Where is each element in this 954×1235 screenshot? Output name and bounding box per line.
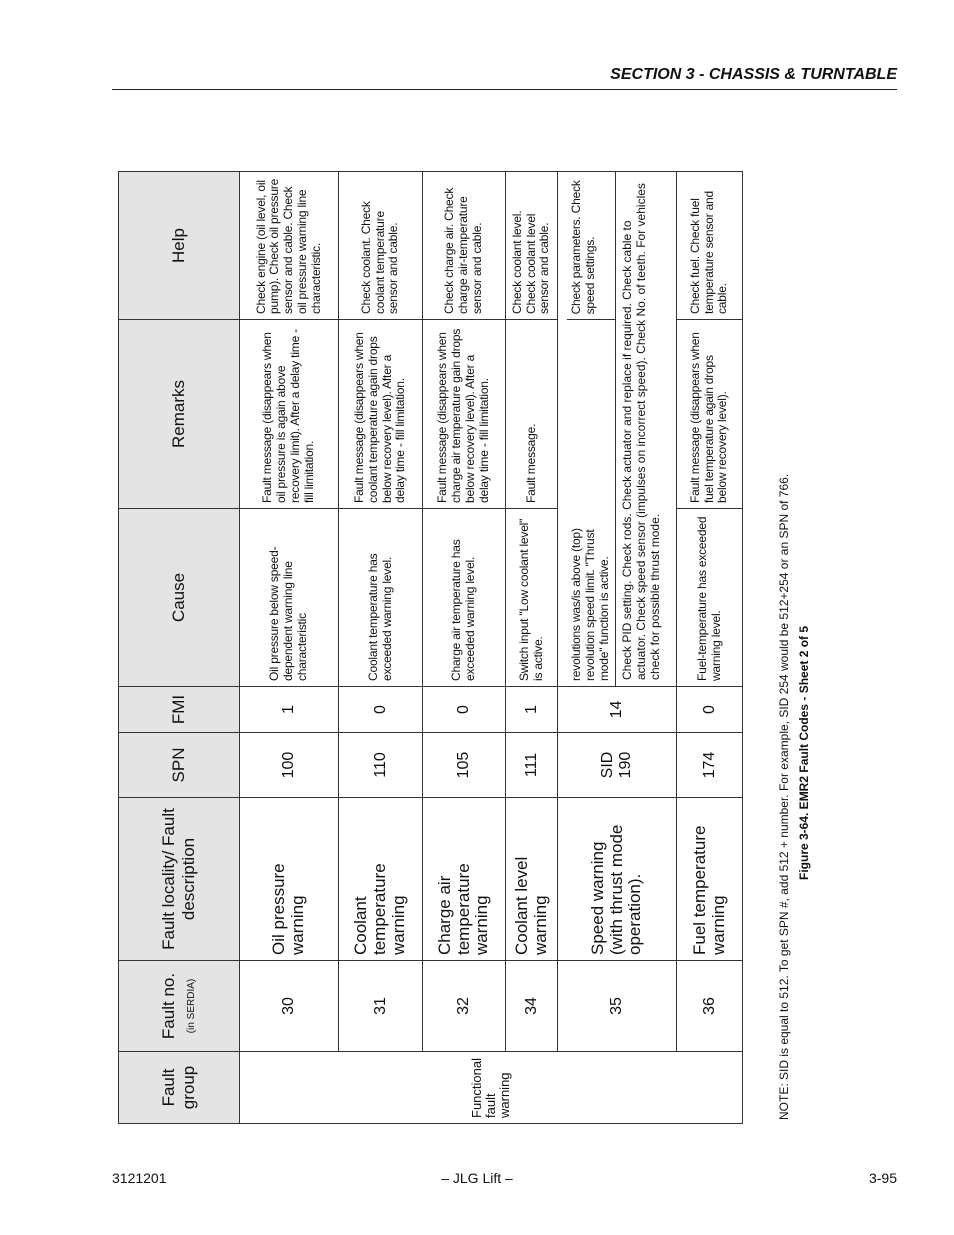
table-row <box>558 172 677 1124</box>
fmi-cell: 14 <box>558 687 677 733</box>
header-fault-group: Fault group <box>119 1052 240 1124</box>
fault-no-cell: 36 <box>677 961 743 1052</box>
fmi-cell: 1 <box>240 687 339 733</box>
remarks-cell: Fault message (disappears when charge air temperature gain drops below recovery level). After a delay time - fill limitation. <box>423 320 506 509</box>
header-cause: Cause <box>119 509 240 687</box>
fault-desc-cell: Speed warning (with thrust mode operation). <box>558 798 677 961</box>
table-row <box>240 172 339 1124</box>
footer-doc-number: 3121201 <box>112 1170 167 1186</box>
header-rule <box>112 89 897 90</box>
footer-page-number: 3-95 <box>868 1170 897 1186</box>
cause-cell: Fuel-temperature has exceeded warning level. <box>677 509 743 687</box>
table-row <box>423 172 506 1124</box>
header-fault-description: Fault locality/ Fault description <box>119 798 240 961</box>
header-fault-no <box>119 961 240 1052</box>
header-remarks: Remarks <box>119 320 240 509</box>
fault-desc-cell: Charge air temperature warning <box>423 798 506 961</box>
fault-desc-cell: Coolant level warning <box>506 798 558 961</box>
header-fault-no-sub: (in SERDIA) <box>186 978 197 1034</box>
remarks-cell: Fault message (disappears when coolant temperature again drops below recovery level). After a delay time - fill limitation. <box>339 320 423 509</box>
spn-cell: 105 <box>423 733 506 798</box>
merged-help-text: Check PID setting. Check rods. Check actuator and replace if required. Check cable to actuator. Check speed sensor (impulses on incorrect speed). Check No. of teeth. For vehicles check for possible thrust mode. <box>619 183 663 680</box>
header-spn: SPN <box>119 733 240 798</box>
remarks-cell: Fault message (disappears when oil pressure is again above recovery limit). After a delay time - fill limitation. <box>240 320 339 509</box>
fault-no-cell: 31 <box>339 961 423 1052</box>
fmi-cell: 0 <box>423 687 506 733</box>
fmi-cell: 1 <box>506 687 558 733</box>
fault-no-cell: 32 <box>423 961 506 1052</box>
help-cell: Check coolant. Check coolant temperature sensor and cable. <box>339 172 423 320</box>
table-row <box>339 172 423 1124</box>
fault-no-cell: 35 <box>558 961 677 1052</box>
figure-caption: Figure 3-64. EMR2 Fault Codes - Sheet 2 of 5 <box>797 625 811 880</box>
cause-cell: Switch input "Low coolant level" is active. <box>506 509 558 687</box>
fault-no-cell: 34 <box>506 961 558 1052</box>
fault-code-table <box>118 171 743 1124</box>
help-cell: Check engine (oil level, oil pump). Check oil pressure sensor and cable. Check oil pressure warning line characteristic. <box>240 172 339 320</box>
fault-desc-cell: Fuel temperature warning <box>677 798 743 961</box>
header-help: Help <box>119 172 240 320</box>
spn-cell: 110 <box>339 733 423 798</box>
merged-cause-remarks-help <box>558 172 677 687</box>
fault-desc-cell: Oil pressure warning <box>240 798 339 961</box>
section-header: SECTION 3 - CHASSIS & TURNTABLE <box>610 66 897 83</box>
spn-cell: 174 <box>677 733 743 798</box>
cause-cell: revolutions was/is above (top) revolution speed limit. "Thrust mode" function is active. <box>569 528 611 681</box>
help-cell: Check parameters. Check speed settings. <box>567 172 614 320</box>
table-header-row <box>119 172 240 1124</box>
fault-code-table-rotated <box>118 172 746 1124</box>
spn-cell: 100 <box>240 733 339 798</box>
fault-no-cell: 30 <box>240 961 339 1052</box>
fmi-cell: 0 <box>677 687 743 733</box>
spn-cell: 111 <box>506 733 558 798</box>
help-cell: Check coolant level. Check coolant level sensor and cable. <box>506 172 558 320</box>
cause-cell: Oil pressure below speed-dependent warning line characteristic <box>240 509 339 687</box>
table-note: NOTE: SID is equal to 512. To get SPN #, add 512 + number. For example, SID 254 would be 512+254 or an SPN of 766. <box>777 473 791 1120</box>
table-row <box>506 172 558 1124</box>
help-cell: Check charge air. Check charge air-temperature sensor and cable. <box>423 172 506 320</box>
table-row <box>677 172 743 1124</box>
merged-top-row <box>567 172 615 686</box>
remarks-cell <box>567 320 614 508</box>
fmi-cell: 0 <box>339 687 423 733</box>
header-fault-no-label: Fault no. <box>159 972 179 1040</box>
header-fmi: FMI <box>119 687 240 733</box>
cause-cell: Coolant temperature has exceeded warning level. <box>339 509 423 687</box>
help-cell: Check fuel. Check fuel temperature sensor and cable. <box>677 172 743 320</box>
footer-publisher: – JLG Lift – <box>441 1170 513 1186</box>
fault-desc-cell: Coolant temperature warning <box>339 798 423 961</box>
fault-group-cell: Functional fault warning <box>240 1052 743 1124</box>
remarks-cell: Fault message (disappears when fuel temperature again drops below recovery level). <box>677 320 743 509</box>
cause-cell: Charge air temperature has exceeded warning level. <box>423 509 506 687</box>
remarks-cell: Fault message. <box>506 320 558 509</box>
spn-cell: SID 190 <box>558 733 677 798</box>
